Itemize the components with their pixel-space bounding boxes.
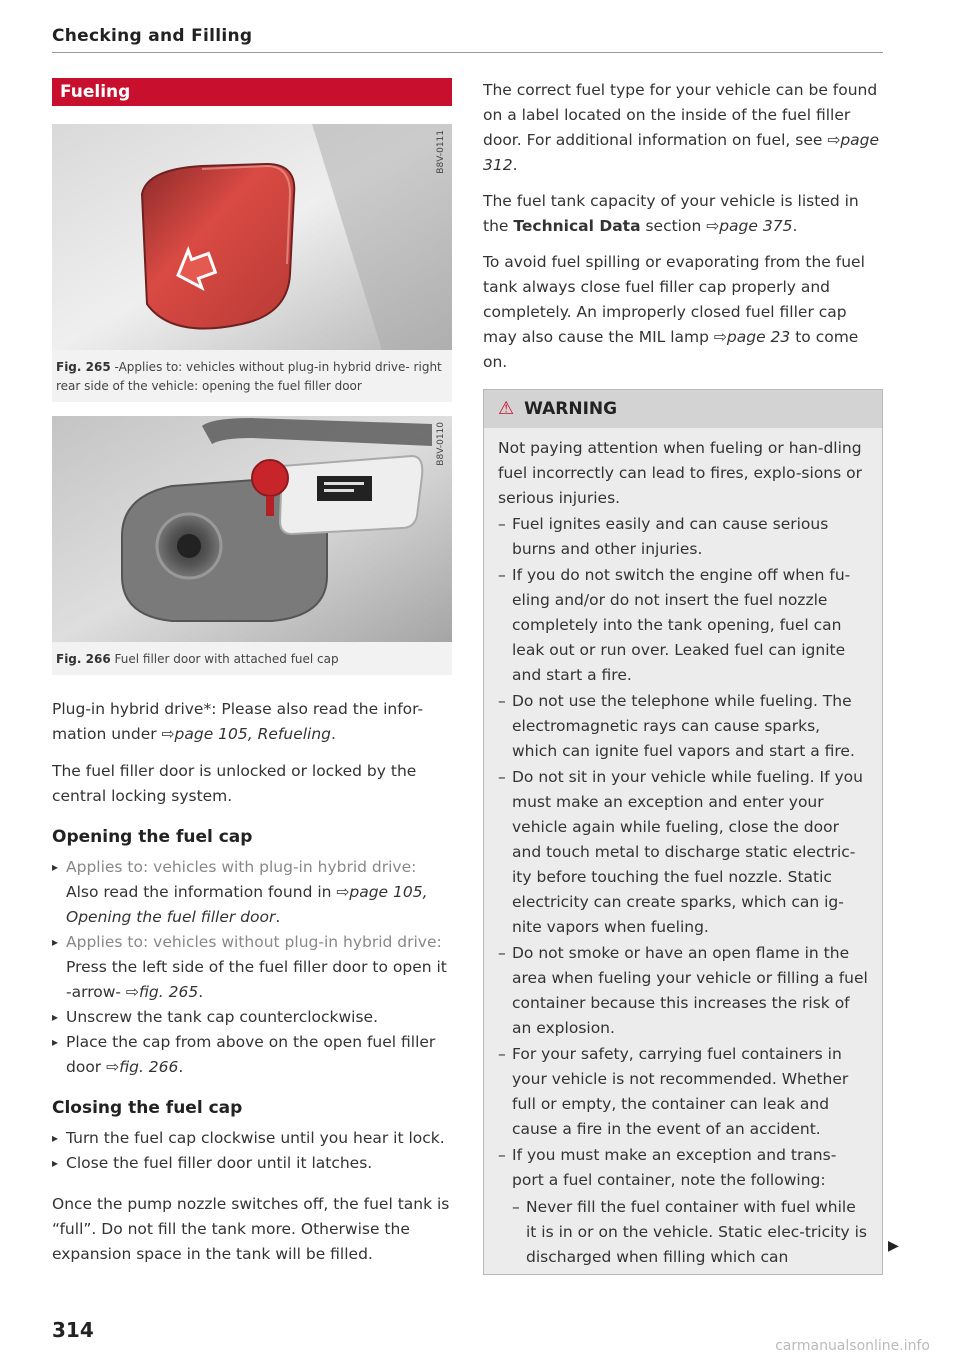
header-rule [52,52,883,53]
page-header-title: Checking and Filling [52,26,253,46]
page-reference-link[interactable]: ⇨page 23 [713,328,791,346]
figure-code: B8V-0111 [436,130,446,174]
paragraph: The correct fuel type for your vehicle can be found on a label located on the inside of the fuel filler door. For additional information on fuel, see ⇨page 312. [483,81,880,174]
warning-box [483,389,883,1275]
figure-caption [52,642,452,675]
paragraph: The fuel filler door is unlocked or locked by the central locking system. [52,762,417,805]
list-item: ▸ Place the cap from above on the open fuel filler door ⇨fig. 266. [52,1030,452,1080]
figure-label: Fig. 265 [56,360,111,374]
figure-265-image [52,124,452,350]
page-reference-link[interactable]: ⇨page 105, Opening the fuel filler door [66,883,428,926]
figure-code: B8V-0110 [436,422,446,466]
subheading: Opening the fuel cap [52,827,253,847]
page-number: 314 [52,1318,94,1342]
warning-item: – If you must make an exception and trans-port a fuel container, note the following: [498,1143,868,1193]
warning-title: WARNING [524,399,618,419]
warning-body [484,428,882,1274]
figure-reference-link[interactable]: ⇨fig. 266 [106,1058,179,1076]
figure-caption-text: Fuel filler door with attached fuel cap [110,652,339,666]
section-title: Fueling [52,78,452,106]
page-reference-link[interactable]: ⇨page 105, Refueling [161,725,332,743]
warning-sub-item: – Never fill the fuel container with fuel while it is in or on the vehicle. Static elec-tricity is discharged when filling which can [512,1195,868,1270]
page-reference-link[interactable]: ⇨page 375 [706,217,793,235]
figure-266 [52,416,452,675]
paragraph: The fuel tank capacity of your vehicle is listed in the Technical Data section ⇨page 375. [483,192,859,235]
figure-266-image [52,416,452,642]
right-column [483,78,883,1275]
figure-reference-link[interactable]: ⇨fig. 265 [125,983,199,1001]
list-item: ▸ Turn the fuel cap clockwise until you hear it lock. [52,1126,452,1151]
list-item: ▸ Applies to: vehicles with plug-in hybrid drive: Also read the information found in ⇨page 105, Opening the fuel filler door. [52,855,452,930]
page-reference-link[interactable]: ⇨page 312 [483,131,880,174]
figure-caption-text: -Applies to: vehicles without plug-in hybrid drive- right rear side of the vehicle: opening the fuel filler door [56,360,442,393]
list-item: ▸ Applies to: vehicles without plug-in hybrid drive: Press the left side of the fuel filler door to open it -arrow- ⇨fig. 265. [52,930,452,1005]
list-item: ▸ Unscrew the tank cap counterclockwise. [52,1005,452,1030]
paragraph: Plug-in hybrid drive*: Please also read the infor-mation under ⇨page 105, Refueling. [52,700,424,743]
figure-label: Fig. 266 [56,652,111,666]
figure-265 [52,124,452,402]
list-item: ▸ Close the fuel filler door until it latches. [52,1151,452,1176]
warning-item: – Do not use the telephone while fueling. The electromagnetic rays can cause sparks, which can ignite fuel vapors and start a fire. [498,689,868,764]
paragraph: Once the pump nozzle switches off, the fuel tank is “full”. Do not fill the tank more. Otherwise the expansion space in the tank will be filled. [52,1195,450,1263]
warning-item: – Do not sit in your vehicle while fueling. If you must make an exception and enter your vehicle again while fueling, close the door and touch metal to discharge static electric-ity before touching the fuel nozzle. Static electricity can create sparks, which can ig-nite vapors when fueling. [498,765,868,940]
watermark: carmanualsonline.info [775,1338,930,1354]
warning-intro: Not paying attention when fueling or han-dling fuel incorrectly can lead to fires, explo-sions or serious injuries. [498,439,862,507]
warning-header [484,390,882,428]
warning-item: – Do not smoke or have an open flame in the area when fueling your vehicle or filling a fuel container because this increases the risk of an explosion. [498,941,868,1041]
subheading: Closing the fuel cap [52,1098,243,1118]
warning-triangle-icon: ⚠ [498,398,515,419]
paragraph: To avoid fuel spilling or evaporating from the fuel tank always close fuel filler cap properly and completely. An improperly closed fuel filler cap may also cause the MIL lamp ⇨page 23 to come on. [483,253,865,371]
warning-item: – If you do not switch the engine off when fu-eling and/or do not insert the fuel nozzle completely into the tank opening, fuel can leak out or run over. Leaked fuel can ignite and start a fire. [498,563,868,688]
figure-caption [52,350,452,402]
fuel-door-illustration [52,124,452,350]
continue-arrow-icon: ▶ [888,1238,899,1254]
left-column [52,78,452,1267]
warning-item: – Fuel ignites easily and can cause serious burns and other injuries. [498,512,868,562]
fuel-cap-illustration [52,416,452,642]
warning-item: – For your safety, carrying fuel containers in your vehicle is not recommended. Whether full or empty, the container can leak and cause a fire in the event of an accident. [498,1042,868,1142]
